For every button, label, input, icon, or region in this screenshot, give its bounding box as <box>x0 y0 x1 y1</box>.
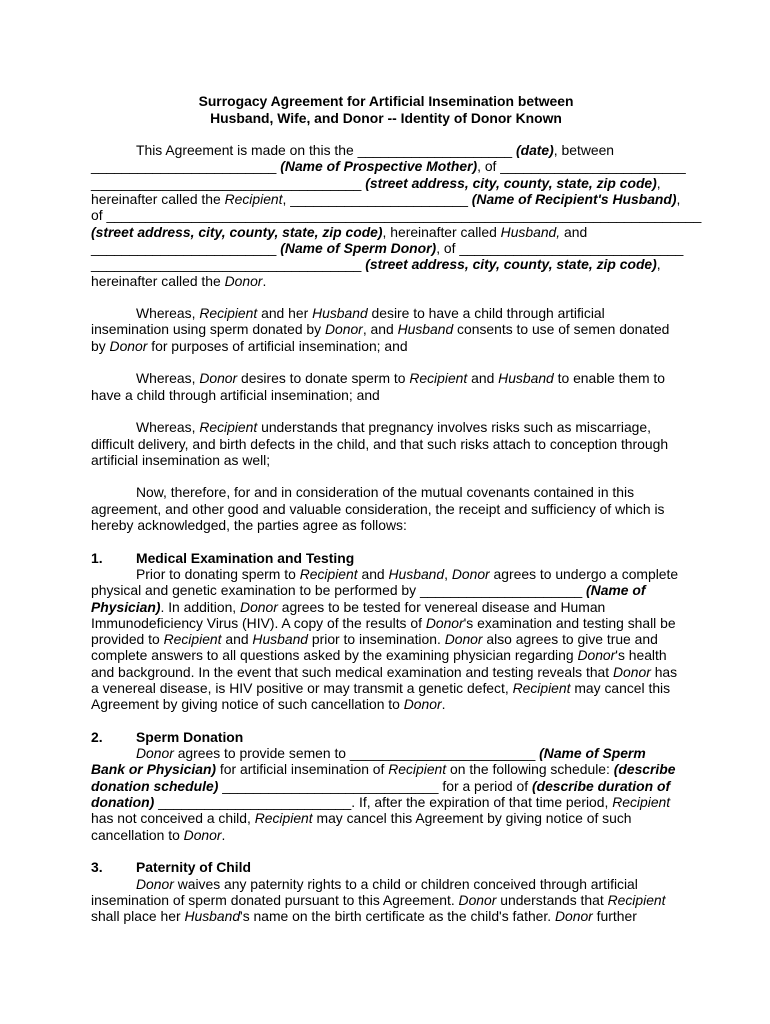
section-number: 3. <box>91 859 103 876</box>
intro-text: . <box>262 272 267 289</box>
address-placeholder: (street address, city, county, state, zip code) <box>365 174 657 191</box>
whereas-paragraph-3: Whereas, Recipient understands that pregnancy involves risks such as miscarriage, difficult delivery, and birth defects in the child, and that such risks attach to conception through artificial insemination as well; <box>91 419 669 468</box>
section-heading: Paternity of Child <box>136 859 251 876</box>
blank-line: ________________________ <box>91 239 277 256</box>
husband-term: Husband, <box>500 223 561 240</box>
intro-text: , hereinafter called <box>382 223 501 240</box>
section-heading: Medical Examination and Testing <box>136 549 355 566</box>
section-1 <box>91 550 681 713</box>
intro-text: and <box>560 223 588 240</box>
date-placeholder: (date) <box>515 142 554 159</box>
document-title <box>91 93 681 126</box>
husband-name-placeholder: (Name of Recipient's Husband) <box>471 191 677 208</box>
intro-paragraph: This Agreement is made on this the ____________________ (date), between ________________________ (Name of Prospective Mother), of ________________________ ___________________________________ (street address, city, county, state, zip code), hereinafter called the Recipient, _______________________ (Name of Recipient's Husband), of _____________________________________________________________________________ (street address, city, county, state, zip code), hereinafter called Husband, and ________________________ (Name of Sperm Donor), of _____________________________ ___________________________________ (street address, city, county, state, zip code), hereinafter called the Donor. <box>91 142 702 289</box>
intro-text: hereinafter called the <box>91 272 225 289</box>
blank-line: ___________________________________ <box>91 256 362 273</box>
section-2-heading <box>91 729 681 745</box>
whereas-paragraph-2: Whereas, Donor desires to donate sperm to Recipient and Husband to enable them to have a child through artificial insemination; and <box>91 370 665 403</box>
section-2-body: Donor agrees to provide semen to ________________________ (Name of Sperm Bank or Physician) for artificial insemination of Recipient on the following schedule: (describe donation schedule) ____________________________ for a period of (describe duration of donation) _________________________. If, after the expiration of that time period, Recipient has not conceived a child, Recipient may cancel this Agreement by giving notice of such cancellation to Donor. <box>91 745 676 843</box>
section-1-body: Prior to donating sperm to Recipient and Husband, Donor agrees to undergo a complete physical and genetic examination to be performed by _____________________ (Name of Physician). In addition, Donor agrees to be tested for venereal disease and Human Immunodeficiency Virus (HIV). A copy of the results of Donor's examination and testing shall be provided to Recipient and Husband prior to insemination. Donor also agrees to give true and complete answers to all questions asked by the examining physician regarding Donor's health and background. In the event that such medical examination and testing reveals that Donor has a venereal disease, is HIV positive or may transmit a genetic defect, Recipient may cancel this Agreement by giving notice of such cancellation to Donor. <box>91 565 679 713</box>
donor-term: Donor <box>224 272 263 289</box>
whereas-paragraph-1: Whereas, Recipient and her Husband desire to have a child through artificial insemination using sperm donated by Donor, and Husband consents to use of semen donated by Donor for purposes of artificial insemination; and <box>91 305 670 354</box>
now-therefore-paragraph: Now, therefore, for and in consideration of the mutual covenants contained in this agreement, and other good and valuable consideration, the receipt and sufficiency of which is hereby acknowledged, the parties agree as follows: <box>91 484 665 534</box>
intro-text: hereinafter called the <box>91 191 225 208</box>
blank-line: ___________________________________ <box>91 174 362 191</box>
section-1-heading <box>91 550 681 566</box>
mother-name-placeholder: (Name of Prospective Mother) <box>280 158 478 175</box>
address-placeholder: (street address, city, county, state, zip code) <box>91 223 383 240</box>
section-3-body: Donor waives any paternity rights to a child or children conceived through artificial insemination of sperm donated pursuant to this Agreement. Donor understands that Recipient shall place her Husband's name on the birth certificate as the child's father. Donor further <box>91 875 666 925</box>
intro-text: , between <box>553 142 615 159</box>
section-heading: Sperm Donation <box>136 728 244 745</box>
intro-text: of _____________________________________________________________________________ <box>91 207 702 224</box>
intro-text: This Agreement is made on this the ____________________ <box>136 142 513 159</box>
blank-line: ________________________ <box>91 158 277 175</box>
intro-text: , of _____________________________ <box>436 239 684 256</box>
intro-text: , of ________________________ <box>477 158 686 175</box>
blank-line: , _______________________ <box>282 191 472 208</box>
donor-name-placeholder: (Name of Sperm Donor) <box>280 239 437 256</box>
title-line-2: Husband, Wife, and Donor -- Identity of Donor Known <box>210 109 562 126</box>
recipient-term: Recipient <box>224 191 283 208</box>
section-3-heading <box>91 859 681 875</box>
section-number: 1. <box>91 549 103 566</box>
section-2 <box>91 729 681 843</box>
section-number: 2. <box>91 728 103 745</box>
title-line-1: Surrogacy Agreement for Artificial Insemination between <box>198 93 574 109</box>
address-placeholder: (street address, city, county, state, zip code) <box>365 256 657 273</box>
section-3 <box>91 859 681 924</box>
